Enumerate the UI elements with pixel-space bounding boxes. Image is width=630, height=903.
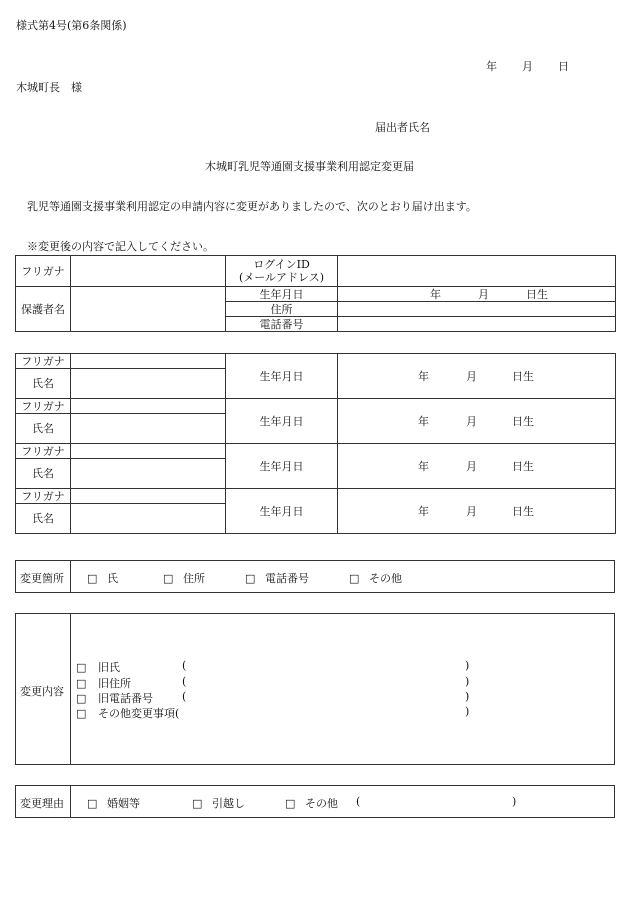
child-birth-date-input[interactable] bbox=[338, 399, 616, 444]
change-location-option-other[interactable] bbox=[349, 570, 402, 586]
checkbox-icon[interactable]: □ bbox=[87, 572, 98, 585]
change-content-item-old-surname[interactable] bbox=[76, 659, 120, 675]
item-label: 旧氏 bbox=[98, 661, 120, 674]
change-location-option-surname[interactable] bbox=[87, 570, 118, 586]
checkbox-icon[interactable]: □ bbox=[245, 572, 256, 585]
change-location-label: 変更箇所 bbox=[20, 572, 64, 585]
child-name-input[interactable] bbox=[71, 414, 226, 444]
child-furigana-input[interactable] bbox=[71, 399, 226, 414]
guardian-birth-day: 日生 bbox=[526, 288, 548, 301]
checkbox-icon[interactable]: □ bbox=[76, 692, 87, 705]
children-table bbox=[15, 353, 616, 534]
intro-text: 乳児等通園支援事業利用認定の申請内容に変更がありましたので、次のとおり届け出ます。 bbox=[27, 200, 477, 213]
child-birth-date-label: 生年月日 bbox=[226, 399, 338, 444]
checkbox-icon[interactable]: □ bbox=[76, 661, 87, 674]
guardian-birth-year: 年 bbox=[430, 288, 441, 301]
change-reason-option-moving[interactable] bbox=[192, 795, 245, 811]
child-birth-day: 日生 bbox=[512, 370, 534, 383]
checkbox-icon[interactable]: □ bbox=[285, 797, 296, 810]
child-name-label: 氏名 bbox=[16, 369, 71, 399]
guardian-address-label: 住所 bbox=[226, 302, 338, 317]
checkbox-icon[interactable]: □ bbox=[76, 707, 87, 720]
option-label: 婚姻等 bbox=[107, 797, 140, 810]
login-id-input[interactable] bbox=[338, 256, 616, 287]
child-birth-date-input[interactable] bbox=[338, 489, 616, 534]
change-content-box bbox=[15, 613, 615, 765]
date-month-label: 月 bbox=[522, 60, 533, 73]
change-content-divider bbox=[70, 614, 71, 764]
guardian-birth-date-input[interactable] bbox=[338, 287, 616, 302]
change-content-item-other[interactable] bbox=[76, 705, 179, 721]
child-birth-day: 日生 bbox=[512, 460, 534, 473]
item-label: 旧電話番号 bbox=[98, 692, 153, 705]
child-birth-date-label: 生年月日 bbox=[226, 444, 338, 489]
option-label: 氏 bbox=[107, 572, 118, 585]
checkbox-icon[interactable]: □ bbox=[87, 797, 98, 810]
change-location-divider bbox=[70, 561, 71, 592]
child-birth-month: 月 bbox=[466, 505, 477, 518]
paren-close: ) bbox=[465, 659, 470, 672]
paren-close: ) bbox=[512, 795, 517, 808]
child-birth-year: 年 bbox=[418, 505, 429, 518]
change-reason-option-other[interactable] bbox=[285, 795, 338, 811]
child-name-input[interactable] bbox=[71, 459, 226, 489]
guardian-phone-input[interactable] bbox=[338, 317, 616, 332]
guardian-furigana-input[interactable] bbox=[71, 256, 226, 287]
document-title: 木城町乳児等通園支援事業利用認定変更届 bbox=[205, 160, 414, 173]
note-text: ※変更後の内容で記入してください。 bbox=[27, 240, 214, 253]
login-id-label bbox=[226, 256, 338, 287]
paren-open: ( bbox=[182, 659, 187, 672]
child-furigana-label: フリガナ bbox=[16, 444, 71, 459]
paren-open: ( bbox=[356, 795, 361, 808]
guardian-furigana-label: フリガナ bbox=[16, 256, 71, 287]
option-label: 引越し bbox=[212, 797, 245, 810]
child-furigana-input[interactable] bbox=[71, 354, 226, 369]
child-name-input[interactable] bbox=[71, 369, 226, 399]
child-birth-year: 年 bbox=[418, 460, 429, 473]
paren-open: ( bbox=[182, 690, 187, 703]
change-reason-label: 変更理由 bbox=[20, 797, 64, 810]
item-label: 旧住所 bbox=[98, 677, 131, 690]
child-birth-month: 月 bbox=[466, 460, 477, 473]
option-label: 住所 bbox=[183, 572, 205, 585]
checkbox-icon[interactable]: □ bbox=[349, 572, 360, 585]
change-content-label: 変更内容 bbox=[20, 685, 64, 698]
date-year-label: 年 bbox=[486, 60, 497, 73]
option-label: 電話番号 bbox=[265, 572, 309, 585]
checkbox-icon[interactable]: □ bbox=[163, 572, 174, 585]
change-content-item-old-address[interactable] bbox=[76, 675, 131, 691]
change-location-option-phone[interactable] bbox=[245, 570, 309, 586]
checkbox-icon[interactable]: □ bbox=[76, 677, 87, 690]
paren-close: ) bbox=[465, 675, 470, 688]
guardian-phone-label: 電話番号 bbox=[226, 317, 338, 332]
child-furigana-input[interactable] bbox=[71, 489, 226, 504]
child-name-label: 氏名 bbox=[16, 414, 71, 444]
child-name-input[interactable] bbox=[71, 504, 226, 534]
option-label: その他 bbox=[305, 797, 338, 810]
child-furigana-label: フリガナ bbox=[16, 354, 71, 369]
guardian-name-label: 保護者名 bbox=[16, 287, 71, 332]
checkbox-icon[interactable]: □ bbox=[192, 797, 203, 810]
guardian-table bbox=[15, 255, 616, 332]
change-reason-divider bbox=[70, 786, 71, 817]
paren-close: ) bbox=[465, 690, 470, 703]
paren-open: ( bbox=[175, 707, 180, 720]
applicant-name-label: 届出者氏名 bbox=[375, 121, 430, 134]
child-birth-year: 年 bbox=[418, 415, 429, 428]
child-birth-month: 月 bbox=[466, 370, 477, 383]
child-birth-date-input[interactable] bbox=[338, 444, 616, 489]
login-id-label-line1: ログインID bbox=[253, 258, 310, 271]
child-birth-date-input[interactable] bbox=[338, 354, 616, 399]
guardian-birth-date-label: 生年月日 bbox=[226, 287, 338, 302]
child-furigana-input[interactable] bbox=[71, 444, 226, 459]
paren-close: ) bbox=[465, 705, 470, 718]
child-birth-day: 日生 bbox=[512, 415, 534, 428]
child-birth-day: 日生 bbox=[512, 505, 534, 518]
change-content-item-old-phone[interactable] bbox=[76, 690, 153, 706]
guardian-birth-month: 月 bbox=[478, 288, 489, 301]
item-label: その他変更事項 bbox=[98, 707, 175, 720]
change-reason-box bbox=[15, 785, 615, 818]
child-birth-date-label: 生年月日 bbox=[226, 489, 338, 534]
child-birth-date-label: 生年月日 bbox=[226, 354, 338, 399]
date-day-label: 日 bbox=[558, 60, 569, 73]
option-label: その他 bbox=[369, 572, 402, 585]
login-id-label-line2: (メールアドレス) bbox=[238, 271, 325, 284]
change-location-box bbox=[15, 560, 615, 593]
child-furigana-label: フリガナ bbox=[16, 399, 71, 414]
child-name-label: 氏名 bbox=[16, 459, 71, 489]
change-location-option-address[interactable] bbox=[163, 570, 205, 586]
child-birth-year: 年 bbox=[418, 370, 429, 383]
child-furigana-label: フリガナ bbox=[16, 489, 71, 504]
child-name-label: 氏名 bbox=[16, 504, 71, 534]
form-number: 様式第4号(第6条関係) bbox=[16, 19, 127, 32]
guardian-address-input[interactable] bbox=[338, 302, 616, 317]
paren-open: ( bbox=[182, 675, 187, 688]
child-birth-month: 月 bbox=[466, 415, 477, 428]
change-reason-option-marriage[interactable] bbox=[87, 795, 140, 811]
guardian-name-input[interactable] bbox=[71, 287, 226, 332]
addressee: 木城町長 様 bbox=[16, 81, 82, 94]
